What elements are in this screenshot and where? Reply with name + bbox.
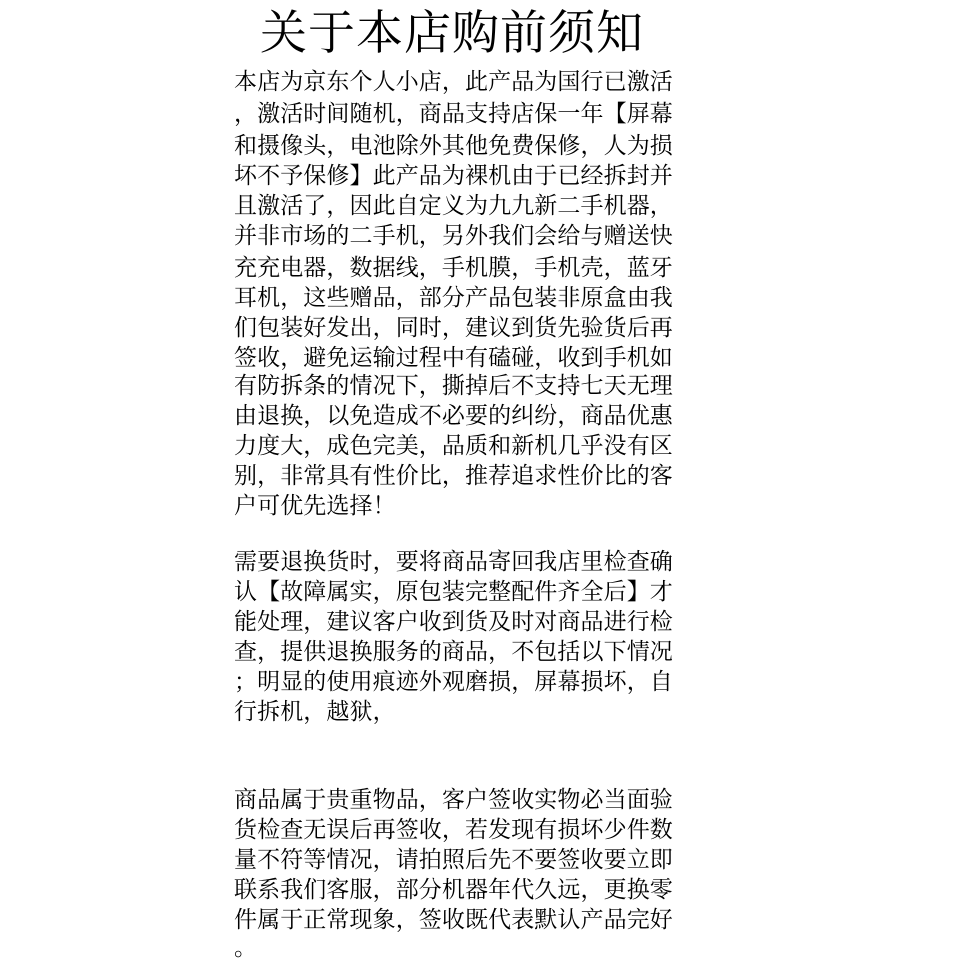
text-line: 行拆机，越狱， (234, 699, 396, 725)
text-line: 能处理，建议客户收到货及时对商品进行检 (234, 609, 673, 635)
text-line: 件属于正常现象，签收既代表默认产品完好 (234, 907, 673, 933)
text-line: 们包装好发出，同时，建议到货先验货后再 (234, 315, 673, 341)
text-line: 力度大，成色完美，品质和新机几乎没有区 (234, 433, 673, 459)
text-line: 认【故障属实，原包装完整配件齐全后】才 (234, 579, 673, 605)
text-line: 由退换，以免造成不必要的纠纷，商品优惠 (234, 403, 673, 429)
text-line: 有防拆条的情况下，撕掉后不支持七天无理 (234, 373, 673, 399)
text-line: 坏不予保修】此产品为裸机由于已经拆封并 (234, 163, 673, 189)
text-line: ；明显的使用痕迹外观磨损，屏幕损坏，自 (234, 669, 673, 695)
text-line: 联系我们客服，部分机器年代久远，更换零 (234, 877, 673, 903)
text-line: 且激活了，因此自定义为九九新二手机器， (234, 193, 673, 219)
text-line: 需要退换货时，要将商品寄回我店里检查确 (234, 549, 673, 575)
text-line: 耳机，这些赠品，部分产品包装非原盒由我 (234, 285, 673, 311)
text-line: ，激活时间随机，商品支持店保一年【屏幕 (234, 101, 673, 127)
text-line: 签收，避免运输过程中有磕碰，收到手机如 (234, 345, 673, 371)
text-line: 量不符等情况，请拍照后先不要签收要立即 (234, 847, 673, 873)
text-line: 充充电器，数据线，手机膜，手机壳，蓝牙 (234, 255, 673, 281)
page-title: 关于本店购前须知 (260, 6, 644, 61)
text-line: 别，非常具有性价比，推荐追求性价比的客 (234, 463, 673, 489)
text-line: 。 (234, 935, 258, 961)
text-line: 货检查无误后再签收，若发现有损坏少件数 (234, 817, 673, 843)
text-line: 商品属于贵重物品，客户签收实物必当面验 (234, 787, 673, 813)
text-line: 查，提供退换服务的商品，不包括以下情况 (234, 639, 673, 665)
text-line: 本店为京东个人小店，此产品为国行已激活 (234, 69, 673, 95)
text-line: 户可优先选择！ (234, 493, 396, 519)
text-line: 并非市场的二手机，另外我们会给与赠送快 (234, 223, 673, 249)
text-line: 和摄像头，电池除外其他免费保修，人为损 (234, 133, 673, 159)
